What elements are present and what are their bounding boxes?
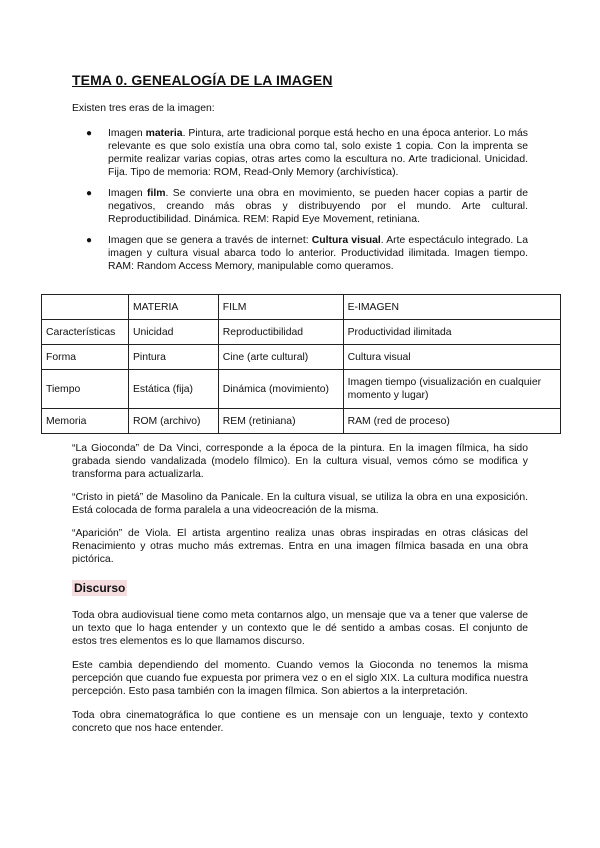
paragraph: Toda obra audiovisual tiene como meta contarnos algo, un mensaje que va a tener que valerse de un texto que lo haga entender y un contexto que le dé sentido a ambas cosas. El conjunto de estos tres elementos es lo que llamamos discurso. — [72, 610, 528, 647]
table-row — [42, 370, 561, 409]
table-cell: ROM (archivo) — [128, 409, 218, 434]
comparison-table — [41, 294, 561, 434]
era-keyword: materia — [145, 128, 183, 139]
bullet-icon: ● — [86, 188, 93, 199]
table-cell: Tiempo — [42, 370, 129, 409]
table-cell: Dinámica (movimiento) — [218, 370, 343, 409]
note-cristo-in-pieta: “Cristo in pietá” de Masolino da Panicale. En la cultura visual, se utiliza la obra en una exposición. Está colocada de forma paralela a una videocreación de la misma. — [72, 492, 528, 516]
era-text-after: . Se convierte una obra en movimiento, se pueden hacer copias a partir de negativos, creando más obras y distribuyendo por el mundo. Arte cultural. Reproductibilidad. Dinámica. REM: Rapid Eye Movement, retiniana. — [108, 188, 528, 225]
table-cell: Forma — [42, 345, 129, 370]
era-keyword: film — [147, 188, 166, 199]
paragraph: Toda obra cinematográfica lo que contiene es un mensaje con un lenguaje, texto y contexto concreto que nos hace entender. — [72, 710, 528, 734]
bullet-icon: ● — [86, 235, 93, 246]
table-header-row — [42, 295, 561, 320]
table-header-cell: FILM — [218, 295, 343, 320]
era-text-before: Imagen — [108, 128, 146, 139]
table-cell: REM (retiniana) — [218, 409, 343, 434]
table-cell: Productividad ilimitada — [343, 320, 560, 345]
table-cell: RAM (red de proceso) — [343, 409, 560, 434]
table-cell: Imagen tiempo (visualización en cualquier momento y lugar) — [343, 370, 560, 409]
table-cell: Memoria — [42, 409, 129, 434]
table-row — [42, 345, 561, 370]
note-gioconda: “La Gioconda” de Da Vinci, corresponde a la época de la pintura. En la imagen fílmica, ha sido grabada siendo vandalizada (modelo fílmico). En la cultura visual, vemos cómo se modifica y transforma para actualizarla. — [72, 443, 528, 480]
table-header-cell: MATERIA — [128, 295, 218, 320]
era-text-before: Imagen que se genera a través de internet: — [108, 235, 312, 246]
table-row — [42, 320, 561, 345]
list-item-era-eimagen — [72, 234, 528, 273]
table-cell: Unicidad — [128, 320, 218, 345]
discurso-section — [72, 609, 528, 746]
era-text-after: . Pintura, arte tradicional porque está hecho en una época anterior. Lo más relevante es que solo existía una obra como tal, solo existe 1 copia. Con la imprenta se permite realizar varias copias, otras artes como la escultura no. Arte tradicional. Unicidad. Fija. Tipo de memoria: ROM, Read-Only Memory (archivística). — [108, 128, 528, 178]
table-cell: Características — [42, 320, 129, 345]
table-cell: Cine (arte cultural) — [218, 345, 343, 370]
era-list — [72, 127, 528, 281]
era-text-before: Imagen — [108, 188, 147, 199]
artwork-notes — [72, 442, 528, 576]
table-header-cell — [42, 295, 129, 320]
list-item-era-film — [72, 187, 528, 226]
table-cell: Pintura — [128, 345, 218, 370]
era-text-after: . Arte espectáculo integrado. La imagen y cultura visual abarca todo lo anterior. Productividad ilimitada. Imagen tiempo. RAM: Random Access Memory, manipulable como queramos. — [108, 235, 528, 272]
list-item-era-materia — [72, 127, 528, 179]
page-title: TEMA 0. GENEALOGÍA DE LA IMAGEN — [72, 72, 333, 88]
table-cell: Cultura visual — [343, 345, 560, 370]
section-heading-discurso: Discurso — [74, 581, 126, 595]
note-aparicion: “Aparición” de Viola. El artista argentino realiza unas obras inspiradas en otras clásicas del Renacimiento y otras mucho más extremas. Entra en una imagen fílmica basada en una obra pictórica. — [72, 528, 528, 565]
table-cell: Reproductibilidad — [218, 320, 343, 345]
intro-text: Existen tres eras de la imagen: — [72, 103, 215, 114]
table-row — [42, 409, 561, 434]
era-keyword: Cultura visual — [311, 235, 381, 246]
table-header-cell: E-IMAGEN — [343, 295, 560, 320]
paragraph: Este cambia dependiendo del momento. Cuando vemos la Gioconda no tenemos la misma percepción que cuando fue expuesta por primera vez o en el siglo XIX. La cultura modifica nuestra percepción. Esto pasa también con la imagen fílmica. Son abiertos a la interpretación. — [72, 660, 528, 697]
bullet-icon: ● — [86, 128, 93, 139]
table-cell: Estática (fija) — [128, 370, 218, 409]
